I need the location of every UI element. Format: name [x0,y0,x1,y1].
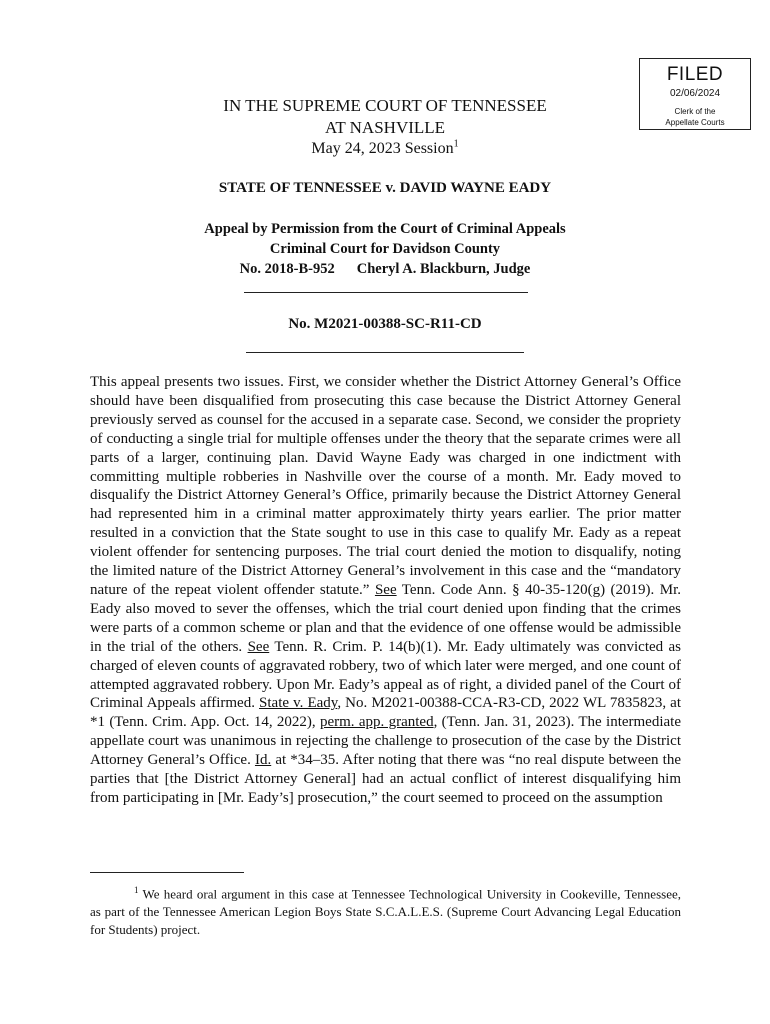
citation-signal-see: See [247,638,270,655]
trial-judge: Cheryl A. Blackburn, Judge [356,261,531,277]
subsequent-history: perm. app. granted [319,714,434,731]
citation-id: Id. [254,752,272,769]
opinion-summary [90,373,681,808]
appeal-block [0,219,770,279]
summary-text-3: Tenn. R. Crim. P. 14(b)(1). Mr. Eady ultimately was convicted as charged of eleven counts of aggravated robbery, two of which later were merged, and one count of attempted aggravated robbery. Upon Mr. Eady’s appeal as of right, a divided panel of the Court of Criminal Appeals affirmed. [90,638,681,712]
summary-text-4: , No. M2021-00388-CCA-R3-CD, 2022 WL 7835823, at *1 (Tenn. Crim. App. Oct. 14, 2022), [90,695,681,731]
filed-stamp-clerk: Clerk of the [674,107,716,116]
session-date: May 24, 2023 Session [311,140,454,157]
divider-top [244,292,528,293]
docket-number: No. M2021-00388-SC-R11-CD [288,316,482,332]
court-name: IN THE SUPREME COURT OF TENNESSEE [223,96,547,115]
case-citation-name: State v. Eady [259,695,338,712]
filed-stamp-date: 02/06/2024 [669,88,721,99]
session-line [0,138,770,160]
citation-signal-see: See [374,581,397,598]
summary-text-2: Tenn. Code Ann. § 40-35-120(g) (2019). Mr. Eady also moved to sever the offenses, which the trial court denied upon finding that the crimes were parts of a common scheme or plan and that the evidence of one offense would be admissible in the trial of the others. [90,581,681,655]
court-location: AT NASHVILLE [324,118,446,137]
summary-text-1: This appeal presents two issues. First, we consider whether the District Attorney General’s Office should have been disqualified from prosecuting this case because the District Attorney General previously served as counsel for the accused in a separate case. Second, we consider the propriety of conducting a single trial for multiple offenses under the theory that the separate crimes were all parts of a larger, continuing plan. David Wayne Eady was charged in one indictment with committing multiple robberies in Nashville over the course of a month. Mr. Eady moved to disqualify the District Attorney General’s Office, primarily because the District Attorney General had represented him in a criminal matter approximately thirty years earlier. The prior matter resulted in a conviction that the State sought to use in this case to qualify Mr. Eady as a repeat violent offender for sentencing purposes. The trial court denied the motion to disqualify, noting the limited nature of the District Attorney General’s involvement in this case and the “mandatory nature of the repeat violent offender statute.” [90,374,681,598]
trial-case-number: No. 2018-B-952 [239,261,335,277]
footnote-text: We heard oral argument in this case at Tennessee Technological University in Cookeville, Tennessee, as part of the Tennessee American Legion Boys State S.C.A.L.E.S. (Supreme Court Advancing Legal Education for Students) project. [90,886,681,938]
footnote [90,881,681,939]
trial-court-line: Criminal Court for Davidson County [269,241,501,257]
filed-stamp-courts: Appellate Courts [665,118,725,127]
trial-case-line [0,259,770,279]
appeal-line: Appeal by Permission from the Court of Criminal Appeals [204,221,566,237]
divider-bottom [246,352,524,353]
summary-text-6: at *34–35. After noting that there was “no real dispute between the parties that [the District Attorney General] had an actual conflict of interest disqualifying him from participating in [Mr. Eady’s] prosecution,” the court seemed to proceed on the assumption [90,752,681,806]
footnote-divider [90,872,244,873]
case-caption: STATE OF TENNESSEE v. DAVID WAYNE EADY [218,180,552,196]
session-footnote-mark: 1 [453,138,459,150]
summary-text-5: , (Tenn. Jan. 31, 2023). The intermediate appellate court was unanimous in rejecting the challenge to prosecution of the case by the District Attorney General’s Office. [90,714,681,769]
filed-stamp-title: FILED [666,64,724,85]
court-heading [0,95,770,139]
footnote-mark: 1 [134,885,139,895]
